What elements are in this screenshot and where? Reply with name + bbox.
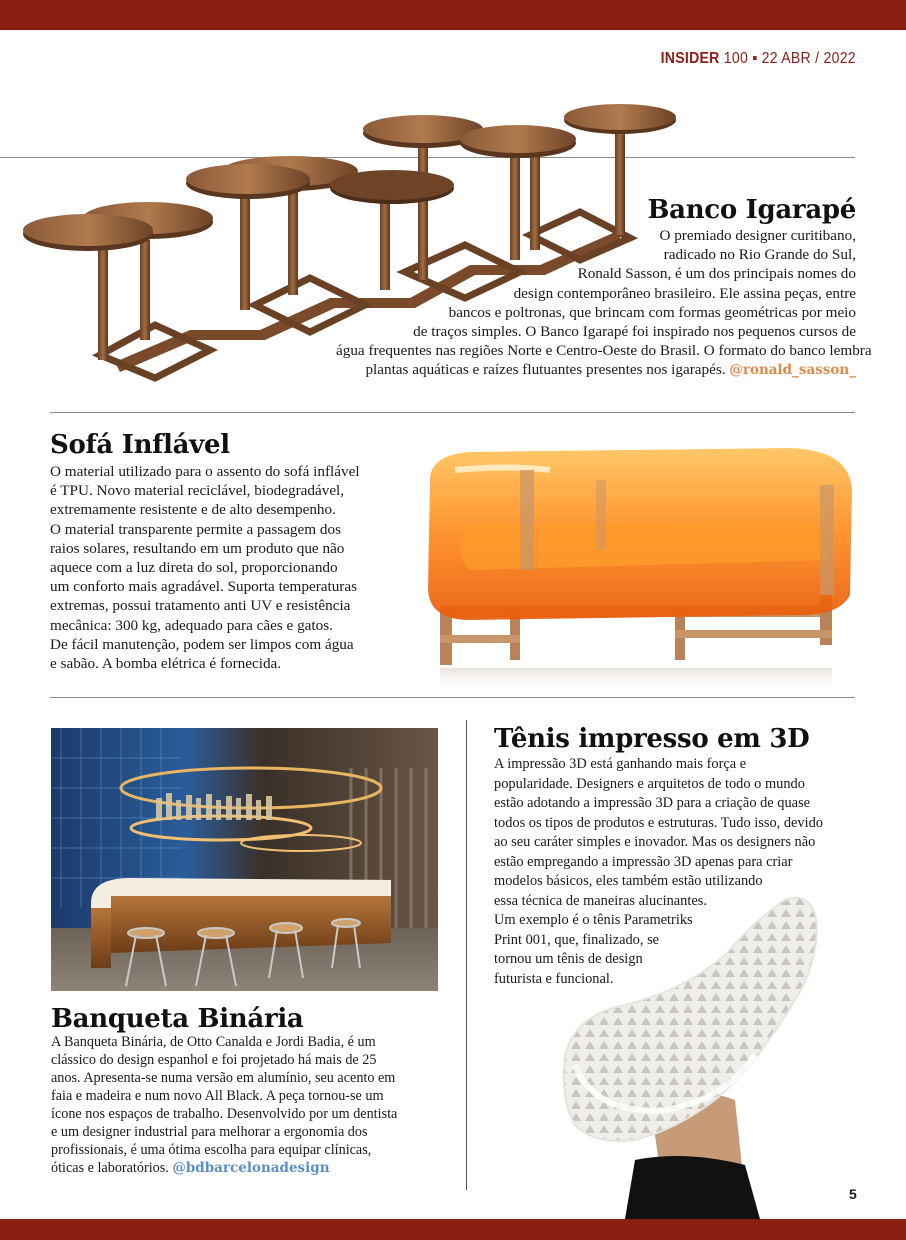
banco-line: bancos e poltronas, que brincam com formas geométricas por meio: [448, 303, 856, 321]
bottom-color-bar: [0, 1219, 906, 1240]
banco-handle-link[interactable]: @ronald_sasson_: [729, 362, 856, 379]
sofa-line: mecânica: 300 kg, adequado para cães e gatos.: [50, 616, 333, 634]
tenis-line: todos os tipos de produtos e estruturas. Tudo isso, devido: [494, 814, 823, 831]
sofa-line: um conforto mais agradável. Suporta temperaturas: [50, 578, 358, 596]
top-color-bar: [0, 0, 906, 30]
tenis-line: Print 001, que, finalizado, se: [494, 931, 660, 948]
banco-line: Ronald Sasson, é um dos principais nomes do: [577, 265, 856, 283]
tenis-line: Um exemplo é o tênis Parametriks: [494, 912, 693, 928]
banqueta-line-last: [51, 1159, 451, 1177]
sofa-line: aquece com a luz direta do sol, proporcionando: [50, 559, 338, 577]
page-number: 5: [849, 1186, 857, 1202]
banqueta-line: ícone nos espaços de trabalho. Desenvolvido por um dentista: [51, 1106, 398, 1122]
banqueta-line: anos. Apresenta-se numa versão em alumínio, seu acento em: [51, 1070, 396, 1086]
divider-1: [50, 412, 855, 413]
sofa-inflavel-image: [410, 430, 860, 695]
sofa-line: De fácil manutenção, podem ser limpos com água: [50, 635, 354, 653]
banco-line: água frequentes nas regiões Norte e Centro-Oeste do Brasil. O formato do banco lembra: [336, 342, 872, 360]
banco-title: Banco Igarapé: [647, 195, 856, 225]
tenis-line: estão adotando a impressão 3D para a criação de quase: [494, 795, 811, 811]
divider-2: [50, 697, 855, 698]
banqueta-binaria-image: [51, 728, 438, 991]
sofa-line: O material transparente permite a passagem dos: [50, 520, 341, 538]
banco-line: O premiado designer curitibano,: [659, 227, 856, 244]
tenis-3d-image: [555, 895, 865, 1219]
sofa-line: extremas, possui tratamento anti UV e resistência: [50, 597, 351, 615]
banco-line-last: [336, 360, 856, 380]
banqueta-line: clássico do design espanhol e foi projetado há mais de 25: [51, 1052, 377, 1068]
tenis-line: A impressão 3D está ganhando mais força e: [494, 756, 747, 772]
sofa-line: extremamente resistente e de alto desempenho.: [50, 501, 336, 519]
tenis-line: tornou um tênis de design: [494, 951, 643, 967]
sofa-title: Sofá Inflável: [50, 430, 230, 460]
tenis-line: popularidade. Designers e arquitetos de todo o mundo: [494, 775, 805, 792]
sofa-body: [50, 462, 410, 673]
tenis-line: modelos básicos, eles também estão utilizando: [494, 873, 763, 889]
tenis-line: futurista e funcional.: [494, 970, 614, 987]
banco-body: [336, 226, 872, 381]
banqueta-line: A Banqueta Binária, de Otto Canalda e Jordi Badia, é um: [51, 1034, 376, 1050]
banqueta-title: Banqueta Binária: [51, 1004, 304, 1034]
page-header: [661, 50, 856, 68]
tenis-line: ao seu caráter simples e inovador. Mas os designers não: [494, 834, 816, 850]
banco-line: radicado no Rio Grande do Sul,: [663, 246, 856, 264]
banqueta-body: [51, 1033, 451, 1177]
banqueta-line: faia e madeira e num novo All Black. A peça tornou-se um: [51, 1088, 384, 1104]
banqueta-line: profissionais, é uma ótima escolha para equipar clínicas,: [51, 1142, 372, 1158]
tenis-line: estão empregando a impressão 3D apenas para criar: [494, 853, 793, 870]
tenis-title: Tênis impresso em 3D: [494, 724, 810, 754]
banqueta-handle-link[interactable]: @bdbarcelonadesign: [172, 1160, 330, 1176]
banco-line: de traços simples. O Banco Igarapé foi inspirado nos pequenos cursos de: [413, 323, 856, 341]
banco-line: design contemporâneo brasileiro. Ele assina peças, entre: [513, 284, 856, 302]
magazine-brand: INSIDER: [660, 50, 720, 67]
tenis-line: essa técnica de maneiras alucinantes.: [494, 892, 707, 909]
sofa-line: e sabão. A bomba elétrica é fornecida.: [50, 655, 282, 673]
banqueta-line: e um designer industrial para melhorar a ergonomia dos: [51, 1124, 368, 1140]
sofa-line: O material utilizado para o assento do sofá inflável: [50, 463, 360, 480]
banco-line: plantas aquáticas e raízes flutuantes presentes nos igarapés.: [365, 361, 726, 379]
banqueta-line: óticas e laboratórios.: [51, 1160, 169, 1176]
column-divider: [466, 720, 467, 1190]
sofa-line: é TPU. Novo material reciclável, biodegradável,: [50, 482, 345, 500]
sofa-line: raios solares, resultando em um produto que não: [50, 539, 345, 557]
issue-info: 100 ▪ 22 ABR / 2022: [723, 50, 856, 67]
